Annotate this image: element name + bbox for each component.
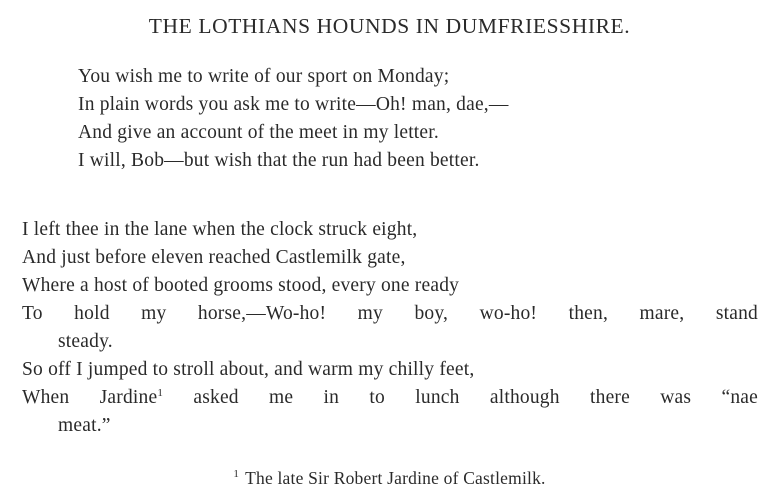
line-7-start: When Jardine (22, 387, 158, 408)
line-7-end: asked me in to lunch although there was “nae (163, 387, 758, 408)
stanza-2-line-3: Where a host of booted grooms stood, every one ready (22, 275, 460, 296)
stanza-1-line-4: I will, Bob—but wish that the run had been better. (78, 150, 480, 171)
footnote (0, 466, 779, 490)
stanza-2-line-1: I left thee in the lane when the clock struck eight, (22, 219, 418, 240)
footnote-mark: 1 (233, 468, 240, 480)
stanza-1-line-3: And give an account of the meet in my letter. (78, 122, 439, 143)
footnote-reference-mark: 1 (157, 387, 164, 399)
stanza-2-line-4: To hold my horse,—Wo-ho! my boy, wo-ho! then, mare, stand (22, 303, 758, 324)
poem-title: THE LOTHIANS HOUNDS IN DUMFRIESSHIRE. (148, 14, 631, 38)
stanza-2-line-6: So off I jumped to stroll about, and warm my chilly feet, (22, 359, 475, 380)
stanza-1-line-1: You wish me to write of our sport on Monday; (78, 66, 450, 87)
stanza-2-line-2: And just before eleven reached Castlemilk gate, (22, 247, 406, 268)
stanza-2-line-8: meat.” (58, 415, 111, 436)
stanza-1-line-2: In plain words you ask me to write—Oh! man, dae,— (78, 94, 509, 115)
stanza-2-line-5: steady. (58, 331, 113, 352)
footnote-text: The late Sir Robert Jardine of Castlemilk. (245, 468, 546, 488)
stanza-2-line-7 (22, 385, 758, 411)
